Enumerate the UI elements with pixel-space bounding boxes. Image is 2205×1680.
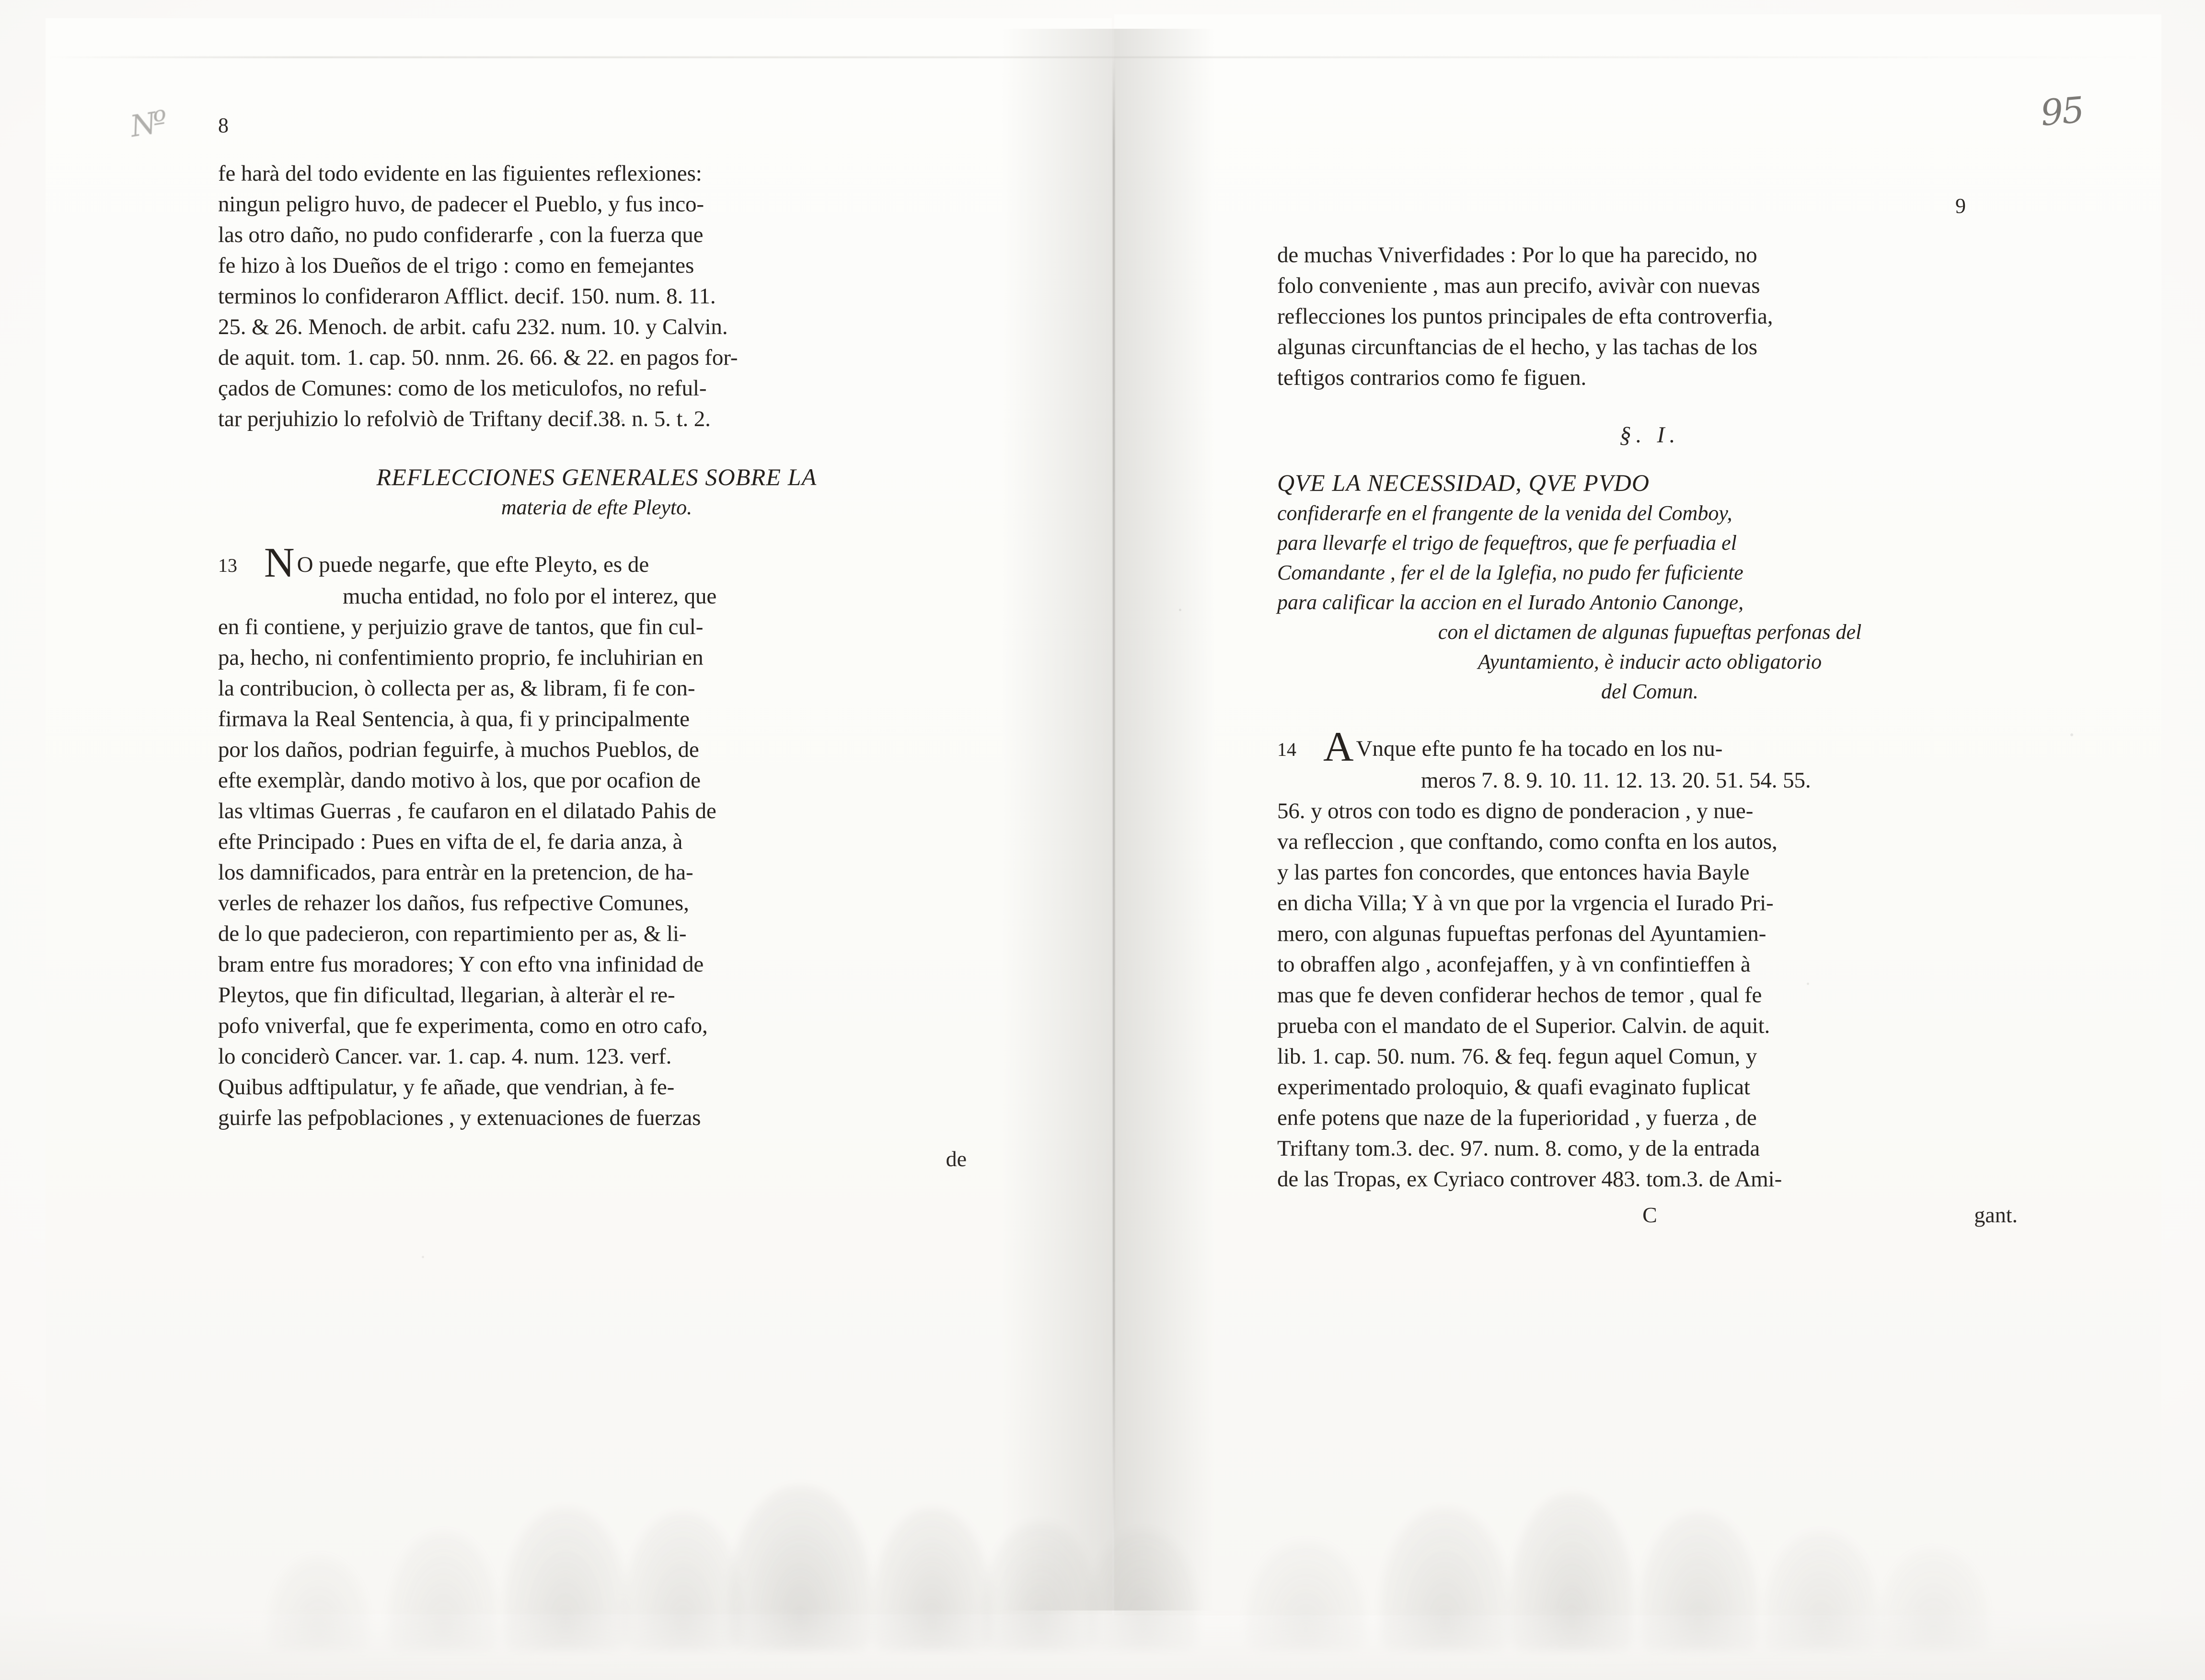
text-line: pa, hecho, ni confentimiento proprio, fe incluhirian en bbox=[218, 645, 704, 670]
text-line: fe harà del todo evidente en las figuientes reflexiones: bbox=[218, 161, 702, 186]
text-line: mero, con algunas fupueftas perfonas del Ayuntamien- bbox=[1277, 921, 1766, 946]
left-page-catchword: de bbox=[946, 1147, 967, 1171]
page-footer-row bbox=[1277, 1202, 2022, 1236]
text-line: Triftany tom.3. dec. 97. num. 8. como, y de la entrada bbox=[1277, 1136, 1760, 1161]
text-line: terminos lo confideraron Afflict. decif. 150. num. 8. 11. bbox=[218, 284, 716, 309]
paragraph-number: 13 bbox=[218, 555, 237, 576]
text-line: por los daños, podrian feguirfe, à muchos Pueblos, de bbox=[218, 737, 699, 762]
text-line: folo conveniente , mas aun precifo, avivàr con nuevas bbox=[1277, 273, 1760, 298]
handwritten-foliation-number: 95 bbox=[2039, 89, 2085, 134]
section-title-line: para calificar la accion en el Iurado Antonio Canonge, bbox=[1277, 591, 1744, 614]
right-paragraph-continued bbox=[1277, 240, 2022, 393]
paragraph-first-line bbox=[1277, 724, 2022, 770]
paragraph-14 bbox=[1277, 724, 2022, 1194]
text-line: y las partes fon concordes, que entonces havia Bayle bbox=[1277, 860, 1750, 885]
spacer bbox=[1277, 393, 2022, 420]
text-line: los damnificados, para entràr en la pretencion, de ha- bbox=[218, 860, 693, 885]
text-line: efte exemplàr, dando motivo à los, que por ocafion de bbox=[218, 768, 701, 793]
text-line: guirfe las pefpoblaciones , y extenuaciones de fuerzas bbox=[218, 1105, 701, 1130]
text-line: reflecciones los puntos principales de efta controverfia, bbox=[1277, 304, 1773, 329]
right-page-catchword: gant. bbox=[1974, 1203, 2018, 1227]
section-title-line: Ayuntamiento, è inducir acto obligatorio bbox=[1478, 650, 1822, 673]
section-title-line: con el dictamen de algunas fupueftas perfonas del bbox=[1438, 620, 1862, 644]
section-number-heading: §. I. bbox=[1619, 422, 1680, 448]
text-line: pofo vniverfal, que fe experimenta, como en otro cafo, bbox=[218, 1013, 708, 1038]
text-line: en fi contiene, y perjuizio grave de tantos, que fin cul- bbox=[218, 614, 704, 639]
text-line: experimentado proloquio, & quafi evaginato fuplicat bbox=[1277, 1075, 1750, 1100]
left-page-text-column bbox=[218, 158, 975, 1174]
text-line: fe hizo à los Dueños de el trigo : como en femejantes bbox=[218, 253, 694, 278]
drop-cap: A bbox=[1323, 724, 1353, 770]
text-line: firmava la Real Sentencia, à qua, fi y principalmente bbox=[218, 707, 690, 731]
spacer bbox=[218, 434, 975, 461]
section-heading-sub: materia de efte Pleyto. bbox=[501, 496, 693, 519]
section-title-block bbox=[1277, 467, 2022, 707]
text-line: de lo que padecieron, con repartimiento per as, & li- bbox=[218, 921, 687, 946]
quire-signature-mark: C bbox=[1642, 1203, 1657, 1227]
handwritten-corner-mark: Nº bbox=[127, 104, 167, 144]
text-line: algunas circunftancias de el hecho, y las tachas de los bbox=[1277, 335, 1757, 359]
text-line: verles de rehazer los daños, fus refpective Comunes, bbox=[218, 891, 689, 915]
text-line: to obraffen algo , aconfejaffen, y à vn confintieffen à bbox=[1277, 952, 1751, 977]
text-line: mas que fe deven confiderar hechos de temor , qual fe bbox=[1277, 983, 1762, 1008]
spacer bbox=[1277, 451, 2022, 467]
text-line: las vltimas Guerras , fe caufaron en el dilatado Pahis de bbox=[218, 799, 716, 823]
text-line: tar perjuhizio lo refolviò de Triftany decif.38. n. 5. t. 2. bbox=[218, 406, 711, 431]
text-line: de las Tropas, ex Cyriaco controver 483. tom.3. de Ami- bbox=[1277, 1167, 1782, 1192]
right-page-text-column bbox=[1277, 240, 2022, 1236]
section-heading-main: REFLECCIONES GENERALES SOBRE LA bbox=[376, 463, 817, 490]
text-line: va refleccion , que conftando, como confta en los autos, bbox=[1277, 829, 1778, 854]
left-page-folio-number: 8 bbox=[218, 114, 229, 137]
spacer bbox=[1277, 707, 2022, 733]
section-title-line: del Comun. bbox=[1601, 680, 1698, 703]
text-line: mucha entidad, no folo por el interez, que bbox=[343, 584, 717, 609]
text-line: ningun peligro huvo, de padecer el Pueblo, y fus inco- bbox=[218, 192, 704, 217]
left-paragraph-continued bbox=[218, 158, 975, 434]
text-line: 56. y otros con todo es digno de ponderacion , y nue- bbox=[1277, 799, 1754, 823]
text-line: de muchas Vniverfidades : Por lo que ha parecido, no bbox=[1277, 243, 1757, 267]
text-line: Quibus adftipulatur, y fe añade, que vendrian, à fe- bbox=[218, 1075, 675, 1100]
text-line: enfe potens que naze de la fuperioridad , y fuerza , de bbox=[1277, 1105, 1757, 1130]
text-line: lo conciderò Cancer. var. 1. cap. 4. num. 123. verf. bbox=[218, 1044, 672, 1069]
section-title-line: para llevarfe el trigo de fequeftros, que fe perfuadia el bbox=[1277, 531, 1737, 555]
text-line: teftigos contrarios como fe figuen. bbox=[1277, 365, 1587, 390]
section-title-line: Comandante , fer el de la Iglefia, no pudo fer fuficiente bbox=[1277, 561, 1743, 584]
text-line: en dicha Villa; Y à vn que por la vrgencia el Iurado Pri- bbox=[1277, 891, 1774, 915]
section-title-line: QVE LA NECESSIDAD, QVE PVDO bbox=[1277, 469, 1650, 496]
text-line: O puede negarfe, que efte Pleyto, es de bbox=[297, 552, 649, 577]
text-line: Vnque efte punto fe ha tocado en los nu- bbox=[1356, 736, 1723, 761]
spacer bbox=[218, 522, 975, 549]
text-line: prueba con el mandato de el Superior. Calvin. de aquit. bbox=[1277, 1013, 1770, 1038]
text-line: la contribucion, ò collecta per as, & libram, fi fe con- bbox=[218, 676, 695, 701]
paragraph-13 bbox=[218, 540, 975, 1133]
text-line: 25. & 26. Menoch. de arbit. cafu 232. num. 10. y Calvin. bbox=[218, 314, 728, 339]
right-page-folio-number: 9 bbox=[1955, 194, 1966, 218]
text-line: çados de Comunes: como de los meticulofos, no reful- bbox=[218, 376, 707, 401]
paragraph-first-line bbox=[218, 540, 975, 586]
text-line: efte Principado : Pues en vifta de el, fe daria anza, à bbox=[218, 829, 683, 854]
section-title-line: confiderarfe en el frangente de la venida del Comboy, bbox=[1277, 501, 1732, 525]
text-line: de aquit. tom. 1. cap. 50. nnm. 26. 66. & 22. en pagos for- bbox=[218, 345, 738, 370]
text-line: bram entre fus moradores; Y con efto vna infinidad de bbox=[218, 952, 704, 977]
text-line: Pleytos, que fin dificultad, llegarian, à alteràr el re- bbox=[218, 983, 675, 1008]
drop-cap: N bbox=[264, 540, 294, 586]
text-line: las otro daño, no pudo confiderarfe , con la fuerza que bbox=[218, 222, 704, 247]
text-line: meros 7. 8. 9. 10. 11. 12. 13. 20. 51. 54. 55. bbox=[1421, 768, 1811, 793]
paragraph-number: 14 bbox=[1277, 739, 1296, 760]
text-line: lib. 1. cap. 50. num. 76. & feq. fegun aquel Comun, y bbox=[1277, 1044, 1757, 1069]
